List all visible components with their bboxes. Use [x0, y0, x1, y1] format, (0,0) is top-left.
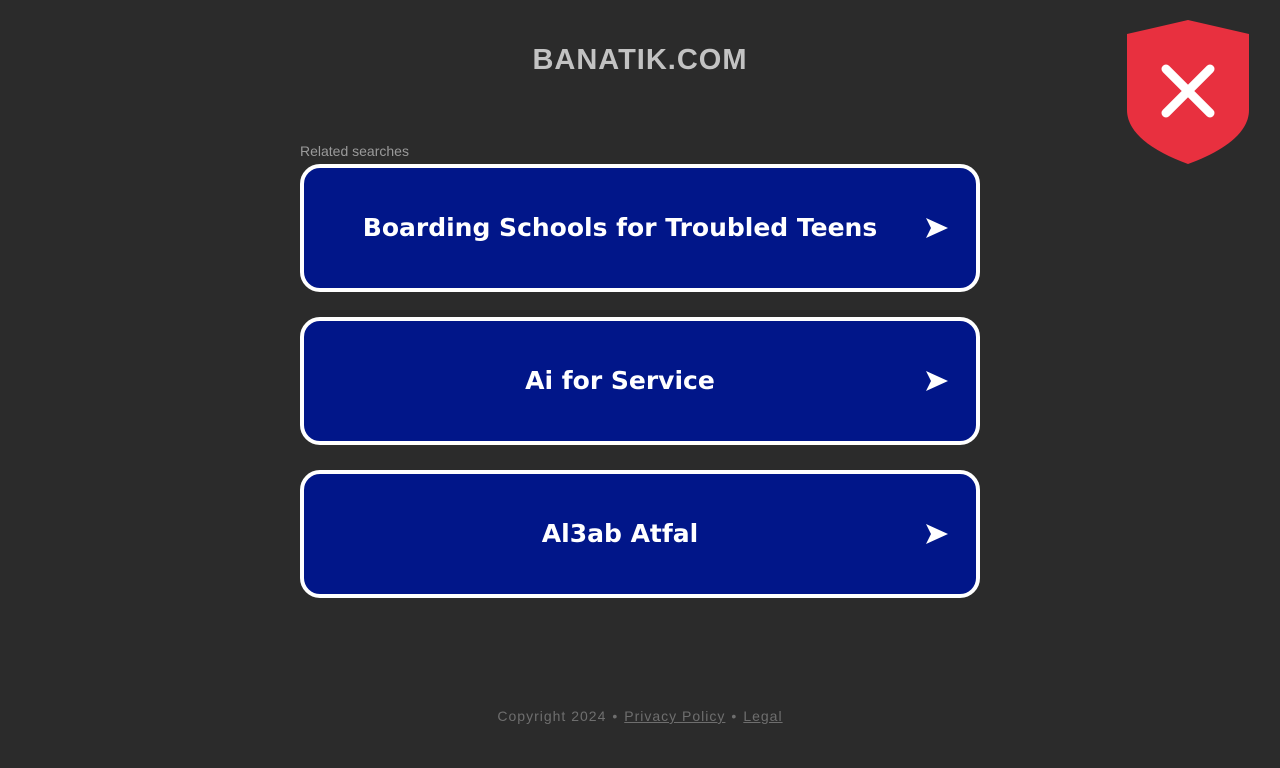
copyright-text: Copyright 2024	[497, 708, 607, 724]
related-searches-label: Related searches	[300, 143, 409, 159]
search-result-link[interactable]	[300, 164, 980, 292]
search-result-link[interactable]	[300, 470, 980, 598]
legal-link[interactable]: Legal	[743, 708, 783, 724]
arrow-right-icon	[926, 523, 948, 545]
shield-x-icon	[1125, 18, 1251, 166]
footer-separator: •	[731, 708, 738, 724]
arrow-right-icon	[926, 370, 948, 392]
search-result-label: Al3ab Atfal	[541, 519, 699, 548]
related-searches-list	[300, 164, 980, 623]
search-result-label: Boarding Schools for Troubled Teens	[362, 213, 878, 242]
footer-separator: •	[612, 708, 619, 724]
site-title: BANATIK.COM	[532, 44, 748, 76]
search-result-link[interactable]	[300, 317, 980, 445]
footer	[0, 707, 1280, 725]
search-result-label: Ai for Service	[525, 366, 715, 395]
arrow-right-icon	[926, 217, 948, 239]
privacy-policy-link[interactable]: Privacy Policy	[624, 708, 726, 724]
